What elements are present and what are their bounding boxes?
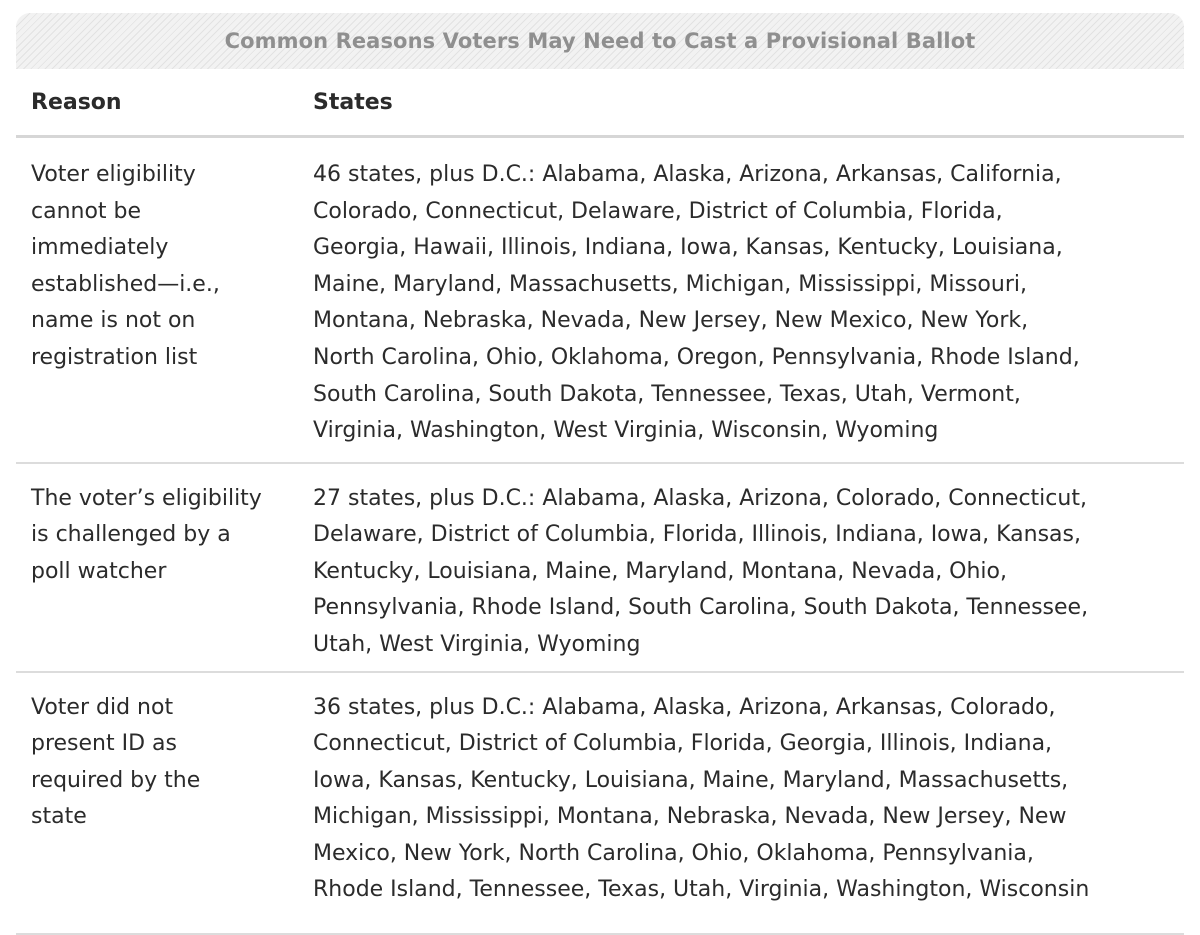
reason-cell: The voter’s eligibility is challenged by a poll watcher	[31, 486, 262, 584]
table-title-bar	[16, 13, 1184, 69]
states-cell: 46 states, plus D.C.: Alabama, Alaska, Arizona, Arkansas, California, Colorado, Connecticut, Delaware, District of Columbia, Florida, Georgia, Hawaii, Illinois, Indiana, Iowa, Kansas, Kentucky, Louisiana, Maine, Maryland, Massachusetts, Michigan, Mississippi, Missouri, Montana, Nebraska, Nevada, New Jersey, New Mexico, New York, North Carolina, Ohio, Oklahoma, Oregon, Pennsylvania, Rhode Island, South Carolina, South Dakota, Tennessee, Texas, Utah, Vermont, Virginia, Washington, West Virginia, Wisconsin, Wyoming	[313, 162, 1080, 444]
states-cell: 36 states, plus D.C.: Alabama, Alaska, Arizona, Arkansas, Colorado, Connecticut, District of Columbia, Florida, Georgia, Illinois, Indiana, Iowa, Kansas, Kentucky, Louisiana, Maine, Maryland, Massachusetts, Michigan, Mississippi, Montana, Nebraska, Nevada, New Jersey, New Mexico, New York, North Carolina, Ohio, Oklahoma, Pennsylvania, Rhode Island, Tennessee, Texas, Utah, Virginia, Washington, Wisconsin	[313, 695, 1090, 903]
header-reason: Reason	[31, 89, 122, 115]
states-cell: 27 states, plus D.C.: Alabama, Alaska, Arizona, Colorado, Connecticut, Delaware, District of Columbia, Florida, Illinois, Indiana, Iowa, Kansas, Kentucky, Louisiana, Maine, Maryland, Montana, Nevada, Ohio, Pennsylvania, Rhode Island, South Carolina, South Dakota, Tennessee, Utah, West Virginia, Wyoming	[313, 486, 1089, 657]
table-row	[16, 673, 1184, 935]
header-states: States	[313, 89, 393, 115]
table-row	[16, 464, 1184, 673]
table-header-row	[16, 69, 1184, 138]
table-row	[16, 138, 1184, 464]
provisional-ballot-table	[16, 13, 1184, 935]
reason-cell: Voter did not present ID as required by the state	[31, 695, 201, 830]
reason-cell: Voter eligibility cannot be immediately established—i.e., name is not on registration list	[31, 162, 220, 370]
table-title: Common Reasons Voters May Need to Cast a Provisional Ballot	[224, 29, 976, 53]
